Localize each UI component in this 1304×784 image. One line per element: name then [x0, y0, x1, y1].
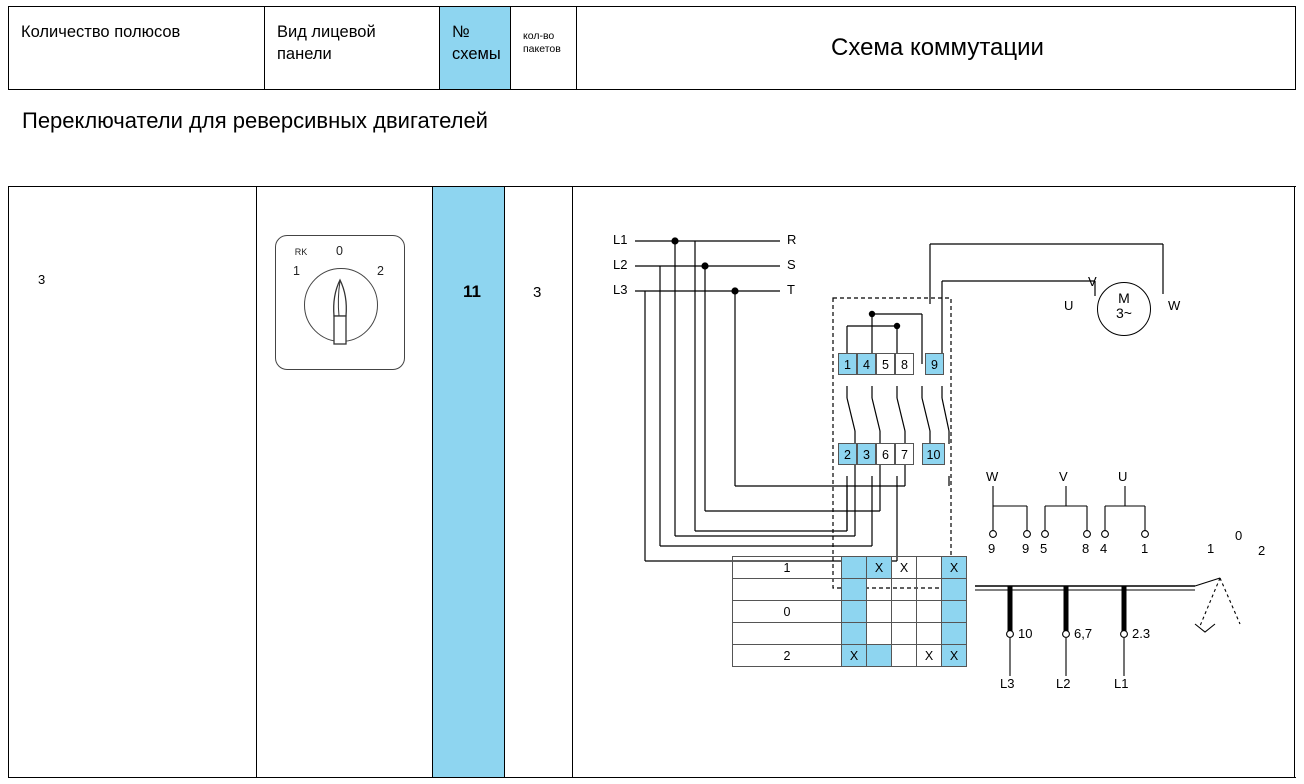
- motor-label-m: M: [1118, 290, 1130, 306]
- wiring-number-9b: 9: [1022, 541, 1030, 556]
- header-cell-packets: [511, 7, 577, 89]
- mark-r1-c3: [917, 579, 942, 601]
- header-label-poles: Количество полюсов: [21, 23, 181, 41]
- knob-label-0: 0: [336, 244, 343, 258]
- wiring-bottom-number-67: 6,7: [1074, 626, 1093, 641]
- contact-top-1: 1: [838, 353, 857, 375]
- mark-r3-c2: [892, 623, 917, 645]
- wiring-label-w: W: [986, 469, 999, 484]
- mark-r4-c2: [892, 645, 917, 667]
- table-divider-2: [432, 187, 433, 777]
- table-border-left: [8, 187, 9, 777]
- cell-packet-count: 3: [533, 284, 542, 301]
- mark-r0-c1: X: [867, 557, 892, 579]
- table-divider-1: [256, 187, 257, 777]
- page-title: Схема коммутации: [831, 33, 1044, 61]
- switch-position-table: [732, 556, 967, 667]
- mark-r3-c0: [842, 623, 867, 645]
- motor-terminal-label-w: W: [1168, 298, 1181, 313]
- position-cell-blank-2: [733, 623, 842, 645]
- header-cell-scheme-no: [440, 7, 511, 89]
- contact-bottom-2: 2: [838, 443, 857, 465]
- scheme-no-column-highlight: [432, 187, 504, 777]
- wiring-phase-label-l3: L3: [1000, 676, 1015, 691]
- mark-r4-c1: [867, 645, 892, 667]
- header-cell-poles: [9, 7, 265, 89]
- wiring-bottom-number-23: 2.3: [1132, 626, 1151, 641]
- contact-bottom-3: 3: [857, 443, 876, 465]
- mark-r1-c2: [892, 579, 917, 601]
- knob-pointer-icon: [330, 278, 350, 346]
- section-caption: Переключатели для реверсивных двигателей: [22, 108, 488, 133]
- wiring-number-9a: 9: [988, 541, 996, 556]
- contact-top-8: 8: [895, 353, 914, 375]
- commutation-circuit-diagram: [575, 186, 1295, 778]
- wiring-number-4: 4: [1100, 541, 1108, 556]
- contact-bottom-10: 10: [922, 443, 945, 465]
- position-cell-1: 1: [733, 557, 842, 579]
- table-row: [733, 601, 967, 623]
- table-row: [733, 645, 967, 667]
- header-label-panel: Вид лицевой панели: [277, 23, 376, 64]
- mark-r2-c0: [842, 601, 867, 623]
- front-panel-drawing: [275, 235, 405, 370]
- wiring-position-label-0: 0: [1235, 528, 1243, 543]
- wiring-position-label-2: 2: [1258, 543, 1266, 558]
- terminal-label-r: R: [787, 232, 797, 247]
- wiring-phase-label-l1: L1: [1114, 676, 1129, 691]
- header-label-packets: кол-во пакетов: [523, 30, 561, 56]
- header-label-scheme-no: № схемы: [452, 23, 501, 64]
- mark-r4-c4: X: [942, 645, 967, 667]
- mark-r0-c4: X: [942, 557, 967, 579]
- mark-r2-c4: [942, 601, 967, 623]
- contact-bottom-6: 6: [876, 443, 895, 465]
- knob-label-2: 2: [377, 264, 384, 278]
- contact-top-4: 4: [857, 353, 876, 375]
- mark-r0-c3: [917, 557, 942, 579]
- table-divider-4: [572, 187, 573, 777]
- motor-label-phase: 3~: [1116, 304, 1132, 321]
- knob-label-1: 1: [293, 264, 300, 278]
- terminal-label-s: S: [787, 257, 796, 272]
- header-table: [8, 6, 1296, 90]
- mark-r1-c1: [867, 579, 892, 601]
- wiring-number-1: 1: [1141, 541, 1149, 556]
- wiring-phase-label-l2: L2: [1056, 676, 1071, 691]
- motor-symbol: [1097, 282, 1151, 336]
- contact-bottom-7: 7: [895, 443, 914, 465]
- mark-r3-c3: [917, 623, 942, 645]
- position-cell-blank-1: [733, 579, 842, 601]
- header-cell-title: [577, 7, 1296, 89]
- mark-r1-c0: [842, 579, 867, 601]
- mark-r0-c0: [842, 557, 867, 579]
- contact-top-5: 5: [876, 353, 895, 375]
- supply-label-l1: L1: [613, 232, 628, 247]
- motor-terminal-label-u: U: [1064, 298, 1074, 313]
- table-row: [733, 579, 967, 601]
- rk-logo-icon: RK: [294, 247, 308, 257]
- wiring-label-v: V: [1059, 469, 1068, 484]
- wiring-position-label-1: 1: [1207, 541, 1215, 556]
- mark-r3-c4: [942, 623, 967, 645]
- cell-scheme-number: 11: [463, 282, 481, 301]
- circuit-lines: [575, 186, 1295, 778]
- wiring-number-8: 8: [1082, 541, 1090, 556]
- table-row: [733, 623, 967, 645]
- supply-label-l3: L3: [613, 282, 628, 297]
- mark-r0-c2: X: [892, 557, 917, 579]
- table-row: [733, 557, 967, 579]
- table-divider-3: [504, 187, 505, 777]
- mark-r3-c1: [867, 623, 892, 645]
- terminal-label-t: T: [787, 282, 795, 297]
- wiring-number-5: 5: [1040, 541, 1048, 556]
- position-cell-2: 2: [733, 645, 842, 667]
- cell-pole-count: 3: [38, 272, 46, 287]
- mark-r4-c0: X: [842, 645, 867, 667]
- mark-r2-c2: [892, 601, 917, 623]
- wiring-label-u: U: [1118, 469, 1128, 484]
- mark-r4-c3: X: [917, 645, 942, 667]
- contact-top-9: 9: [925, 353, 944, 375]
- wiring-bottom-number-10: 10: [1018, 626, 1033, 641]
- position-cell-0: 0: [733, 601, 842, 623]
- mark-r1-c4: [942, 579, 967, 601]
- mark-r2-c1: [867, 601, 892, 623]
- supply-label-l2: L2: [613, 257, 628, 272]
- mark-r2-c3: [917, 601, 942, 623]
- motor-terminal-label-v: V: [1088, 274, 1097, 289]
- header-cell-panel: [265, 7, 440, 89]
